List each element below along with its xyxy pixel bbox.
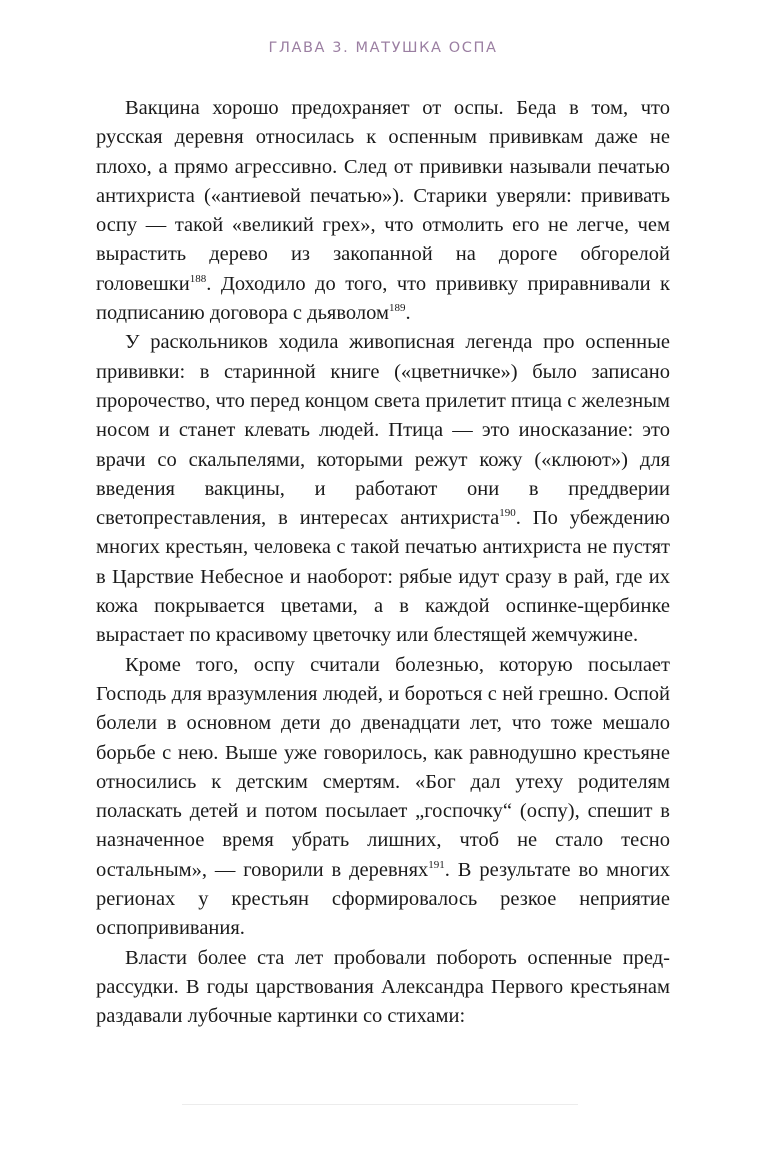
footnote-ref[interactable]: 189 <box>388 302 406 315</box>
bottom-divider <box>182 1104 578 1105</box>
text-run: . В результате во многих регионах у крестьян сформировалось резкое неприятие оспопрививания. <box>96 858 670 940</box>
text-run: . По убеждению многих крестьян, человека с такой печатью антихриста не пустят в Царствие Небесное и наоборот: рябые идут сразу в рай, где их кожа покрывается цветами, а в каждой оспинке-щербинке вырастает по красивому цветочку или блестящей жемчужине. <box>96 507 670 647</box>
paragraph <box>96 651 670 944</box>
footnote-ref[interactable]: 191 <box>428 858 445 871</box>
paragraph <box>96 328 670 650</box>
body-text <box>96 94 670 1032</box>
paragraph <box>96 944 670 1032</box>
text-run: . Доходило до того, что прививку приравнивали к подписанию договора с дьяволом <box>96 272 670 325</box>
text-run: У раскольников ходила живописная легенда про оспенные прививки: в старинной книге («цветничке») было записано пророчество, что перед концом света прилетит птица с железным носом и станет клевать людей. Птица — это иносказание: это врачи со скальпелями, которыми режут кожу («клюют») для введения вакцины, и работают они в преддверии светопреставления, в интересах антихриста <box>96 331 670 530</box>
text-run: . <box>405 302 411 325</box>
paragraph <box>96 94 670 328</box>
text-run: Власти более ста лет пробовали побороть оспенные предрассудки. В годы царствования Александра Первого крестьянам раздавали лубочные картинки со стихами: <box>96 946 670 1028</box>
running-head: ГЛАВА 3. МАТУШКА ОСПА <box>268 40 498 56</box>
footnote-ref[interactable]: 190 <box>499 507 516 520</box>
footnote-ref[interactable]: 188 <box>189 272 207 285</box>
text-run: Вакцина хорошо предохраняет от оспы. Беда в том, что русская деревня относилась к оспенным прививкам даже не плохо, а прямо агрессивно. След от прививки называли печатью антихриста («антиевой печатью»). Старики уверяли: прививать оспу — такой «великий грех», что отмолить его не легче, чем вырастить дерево из закопанной на дороге обгорелой головешки <box>96 97 670 295</box>
text-run: Кроме того, оспу считали болезнью, которую посылает Господь для вразумления людей, и бороться с ней грешно. Оспой болели в основном дети до двенадцати лет, что тоже мешало борьбе с нею. Выше уже говорилось, как равнодушно крестьяне относились к детским смертям. «Бог дал утеху родителям поласкать детей и потом посылает „госпочку“ (оспу), спешит в назначенное время убрать лишних, чтоб не стало тесно остальным», — говорили в деревнях <box>96 653 670 881</box>
